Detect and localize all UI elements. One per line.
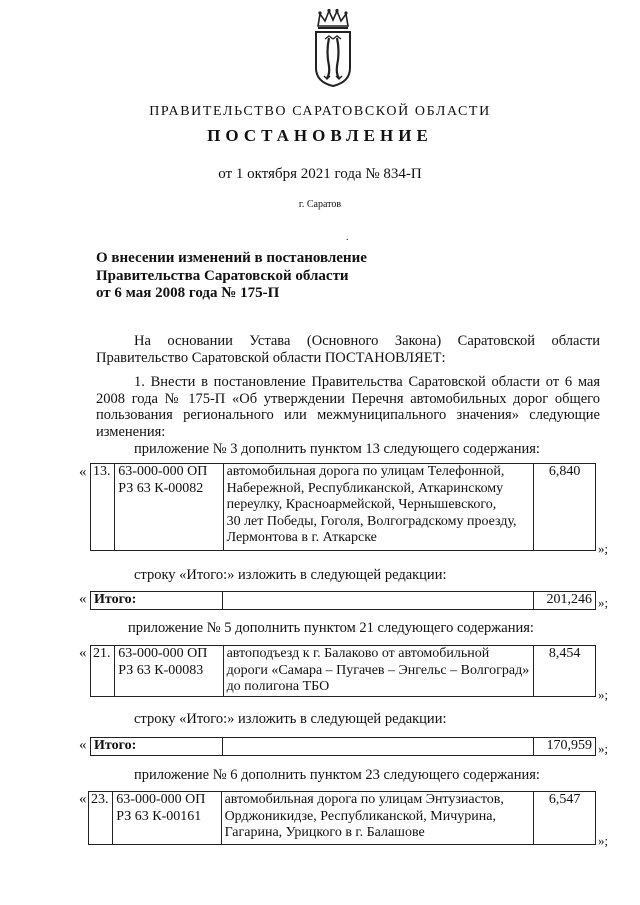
paragraph-line: изменения: <box>96 423 166 440</box>
subject-line: Правительства Саратовской области <box>96 267 349 284</box>
row-number: 13. <box>91 464 115 551</box>
road-name <box>221 792 534 845</box>
item-1-paragraph <box>96 374 600 440</box>
paragraph-line: 2008 года № 175-П «Об утверждении Перечня автомобильных дорог общего <box>96 390 600 407</box>
row-number: 23. <box>89 792 113 845</box>
code-line: РЗ 63 К-00161 <box>116 808 202 824</box>
tick-mark: . <box>346 232 349 243</box>
intro-appendix-6: приложение № 6 дополнить пунктом 23 следующего содержания: <box>134 767 540 783</box>
total-value: 170,959 <box>534 738 596 756</box>
road-code <box>113 792 221 845</box>
city: г. Саратов <box>298 199 342 210</box>
road-code <box>115 646 223 697</box>
road-table-21 <box>90 645 596 697</box>
quote-close: »; <box>598 741 609 756</box>
road-length: 6,547 <box>534 792 596 845</box>
government-name: ПРАВИТЕЛЬСТВО САРАТОВСКОЙ ОБЛАСТИ <box>149 104 491 119</box>
paragraph-line: Правительство Саратовской области ПОСТАНОВЛЯЕТ: <box>96 349 446 366</box>
quote-open: « <box>79 464 87 480</box>
name-line: Лермонтова в г. Аткарске <box>226 530 377 545</box>
paragraph-line: 1. Внести в постановление Правительства Саратовской области от 6 мая <box>134 374 600 390</box>
subject-line: О внесении изменений в постановление <box>96 250 367 266</box>
quote-close: »; <box>598 833 609 848</box>
road-name <box>223 646 534 697</box>
intro-appendix-5: приложение № 5 дополнить пунктом 21 следующего содержания: <box>128 620 534 636</box>
quote-close: »; <box>598 687 609 702</box>
quote-open: « <box>79 791 87 807</box>
quote-close: »; <box>598 595 609 610</box>
road-code <box>115 464 223 551</box>
code-line: 63-000-000 ОП <box>118 464 208 479</box>
name-line: автомобильная дорога по улицам Телефонной, <box>226 464 505 479</box>
table-row <box>91 646 596 697</box>
empty-cell <box>222 738 533 756</box>
code-line: РЗ 63 К-00082 <box>118 480 204 496</box>
intro-appendix-3: приложение № 3 дополнить пунктом 13 следующего содержания: <box>134 441 540 457</box>
document-type: ПОСТАНОВЛЕНИЕ <box>207 126 433 145</box>
road-table-23 <box>88 791 596 845</box>
table-row <box>89 792 596 845</box>
intro-total-2: строку «Итого:» изложить в следующей редакции: <box>134 711 447 727</box>
total-table-1 <box>90 591 596 610</box>
quote-open: « <box>79 645 87 661</box>
name-line: дороги «Самара – Пугачев – Энгельс – Волгоград» <box>226 662 530 678</box>
name-line: автоподъезд к г. Балаково от автомобильной <box>226 646 490 661</box>
name-line: автомобильная дорога по улицам Энтузиастов, <box>224 792 504 807</box>
total-value: 201,246 <box>534 592 596 610</box>
name-line: переулку, Красноармейской, Чернышевского, <box>226 497 497 512</box>
total-table-2 <box>90 737 596 756</box>
code-line: РЗ 63 К-00083 <box>118 662 204 678</box>
intro-total-1: строку «Итого:» изложить в следующей редакции: <box>134 567 447 583</box>
name-line: до полигона ТБО <box>226 679 330 694</box>
coat-of-arms-icon <box>308 8 358 88</box>
paragraph-line: пользования регионального или межмуниципального значения» следующие <box>96 407 600 423</box>
code-line: 63-000-000 ОП <box>116 792 206 807</box>
road-table-13 <box>90 463 596 551</box>
quote-open: « <box>79 591 87 607</box>
name-line: 30 лет Победы, Гоголя, Волгоградскому проезду, <box>226 513 517 529</box>
subject-line: от 6 мая 2008 года № 175-П <box>96 285 280 301</box>
preamble-paragraph <box>96 333 600 366</box>
row-number: 21. <box>91 646 115 697</box>
total-label: Итого: <box>91 738 223 756</box>
name-line: Орджоникидзе, Республиканской, Мичурина, <box>224 808 496 824</box>
total-label: Итого: <box>91 592 223 610</box>
name-line: Гагарина, Урицкого в г. Балашове <box>224 825 425 840</box>
table-row <box>91 592 596 610</box>
date-number: от 1 октября 2021 года № 834-П <box>218 166 422 182</box>
paragraph-line: На основании Устава (Основного Закона) Саратовской области <box>134 333 600 349</box>
table-row <box>91 464 596 551</box>
quote-open: « <box>79 737 87 753</box>
road-name <box>223 464 534 551</box>
quote-close: »; <box>598 541 609 556</box>
road-length: 6,840 <box>534 464 596 551</box>
name-line: Набережной, Республиканской, Аткаринскому <box>226 480 504 496</box>
road-length: 8,454 <box>534 646 596 697</box>
table-row <box>91 738 596 756</box>
empty-cell <box>222 592 533 610</box>
code-line: 63-000-000 ОП <box>118 646 208 661</box>
subject-title <box>96 250 416 303</box>
